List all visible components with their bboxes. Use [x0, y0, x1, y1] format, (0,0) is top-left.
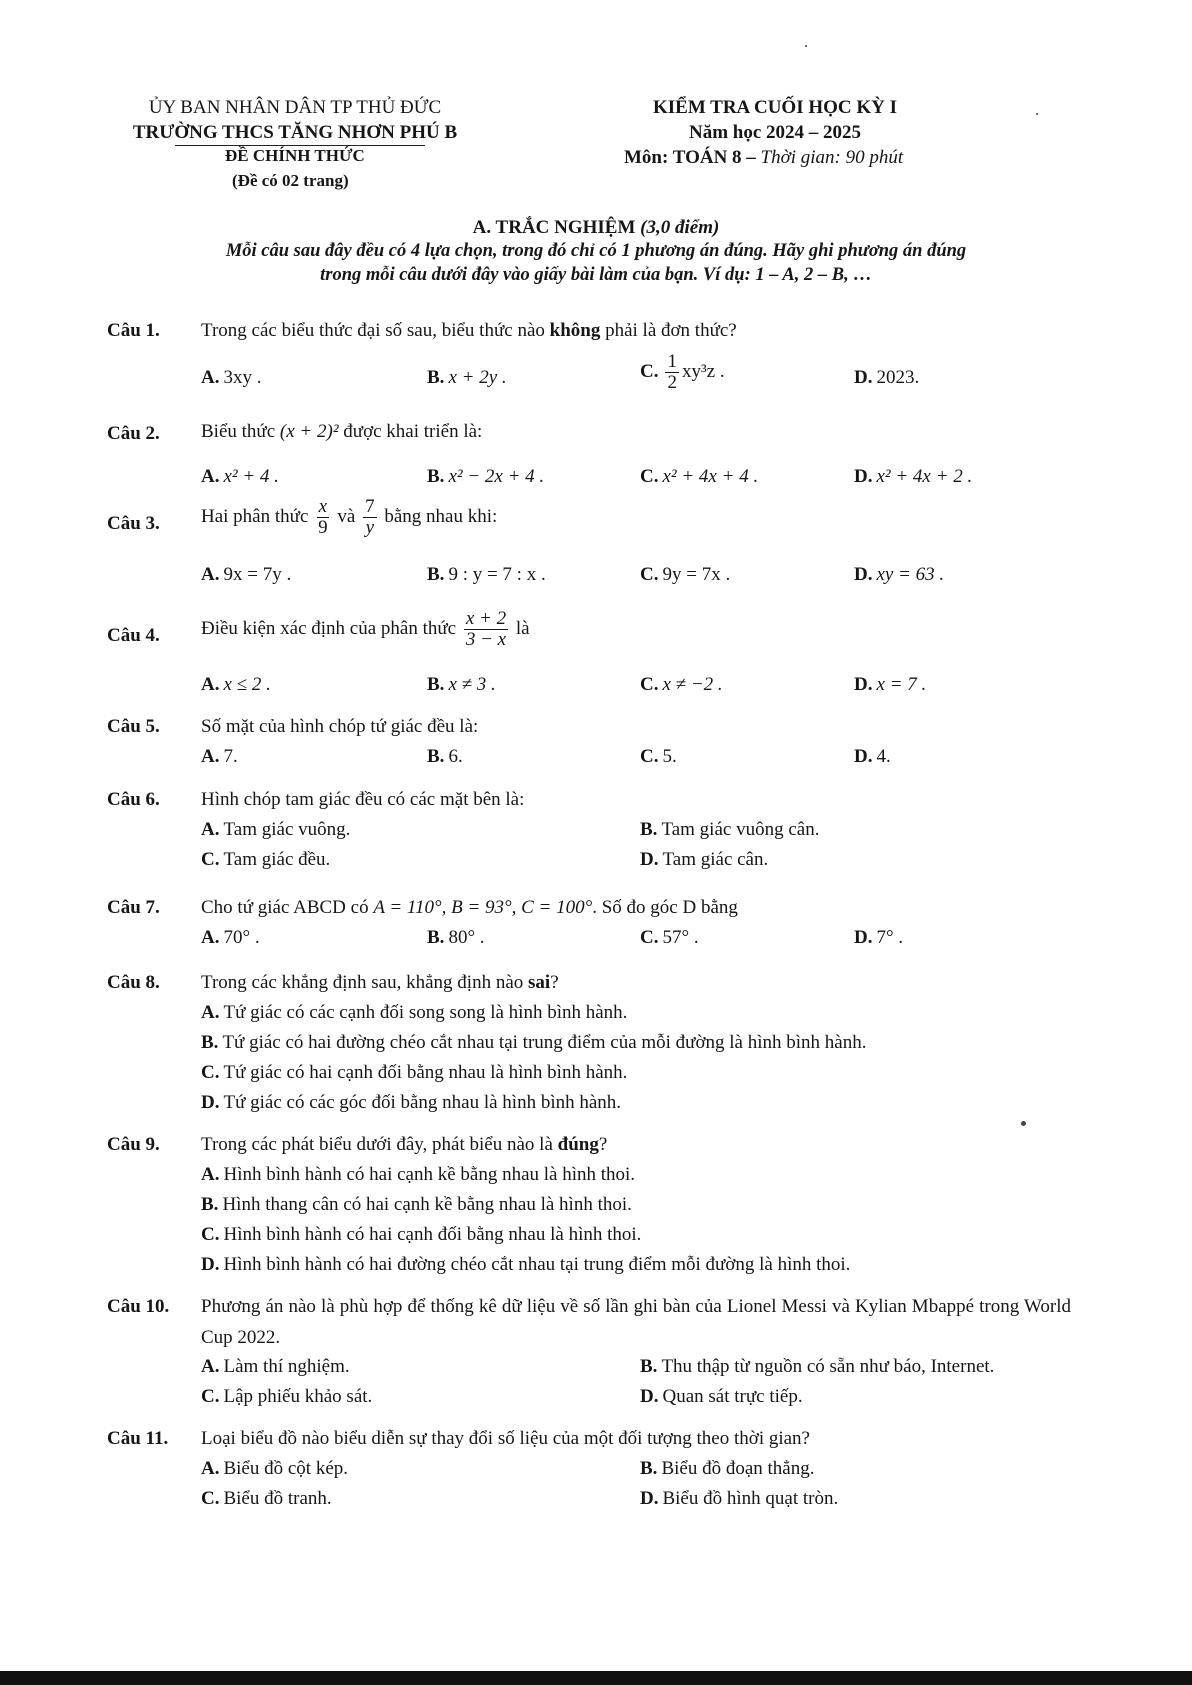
- q6-option-b: [640, 819, 819, 841]
- q3-d-text: xy = 63 .: [876, 564, 945, 585]
- q10-option-c: [201, 1386, 372, 1408]
- q8-text: [201, 972, 559, 994]
- q9-option-d: [201, 1254, 850, 1276]
- scan-speck: [805, 45, 807, 47]
- q9-b-text: Hình thang cân có hai cạnh kề bằng nhau là hình thoi.: [222, 1194, 632, 1215]
- q1-c-fraction: [665, 352, 679, 393]
- q8-option-b: [201, 1032, 866, 1054]
- q11-d-text: Biểu đồ hình quạt tròn.: [662, 1488, 839, 1509]
- q9-option-c: [201, 1224, 641, 1246]
- option-label: D.: [201, 1092, 220, 1113]
- option-label: C.: [640, 674, 659, 695]
- q9-text-bold: đúng: [557, 1134, 599, 1155]
- q3-a-text: 9x = 7y .: [223, 564, 292, 585]
- q1-text-a: Trong các biểu thức đại số sau, biểu thức nào: [201, 320, 545, 341]
- q3-b-text: 9 : y = 7 : x .: [448, 564, 546, 585]
- q5-option-c: [640, 746, 677, 768]
- q8-option-c: [201, 1062, 627, 1084]
- q9-d-text: Hình bình hành có hai đường chéo cắt nhau tại trung điểm mỗi đường là hình thoi.: [223, 1254, 851, 1275]
- option-label: D.: [201, 1254, 220, 1275]
- q6-text: Hình chóp tam giác đều có các mặt bên là:: [201, 789, 525, 810]
- q1-c-den: 2: [667, 371, 677, 393]
- time-label: Thời gian: 90 phút: [760, 147, 904, 168]
- q4-f-num: x + 2: [465, 608, 507, 629]
- q1-number: Câu 1.: [107, 320, 160, 341]
- option-label: C.: [640, 466, 659, 487]
- q1-d-text: 2023.: [876, 367, 920, 388]
- scan-bottom-edge: [0, 1671, 1192, 1685]
- q9-text-a: Trong các phát biểu dưới đây, phát biểu nào là: [201, 1134, 553, 1155]
- q8-text-b: ?: [550, 972, 559, 993]
- q1-text-b: phải là đơn thức?: [605, 320, 737, 341]
- option-label: B.: [640, 1356, 658, 1377]
- q1-option-c: [640, 352, 725, 393]
- page-count: (Đề có 02 trang): [232, 171, 349, 190]
- q4-a-text: x ≤ 2 .: [223, 674, 271, 695]
- q5-option-b: [427, 746, 463, 768]
- scan-speck: [1036, 113, 1038, 115]
- q1-b-text: x + 2y .: [448, 367, 507, 388]
- q8-number: Câu 8.: [107, 972, 160, 993]
- q9-text-b: ?: [598, 1134, 608, 1155]
- q7-a-text: 70° .: [223, 927, 260, 948]
- option-label: A.: [201, 1002, 220, 1023]
- instruction-line-2: trong mỗi câu dưới đây vào giấy bài làm của bạn. Ví dụ: 1 – A, 2 – B, …: [320, 265, 872, 285]
- q3-number: Câu 3.: [107, 513, 160, 534]
- q1-text: [201, 320, 737, 342]
- option-label: A.: [201, 1164, 220, 1185]
- option-label: A.: [201, 466, 220, 487]
- section-a-heading: [0, 217, 1192, 239]
- q5-option-d: [854, 746, 891, 768]
- q3-f2-num: 7: [365, 496, 375, 517]
- q3-text: [201, 497, 497, 538]
- q6-option-a: [201, 819, 350, 841]
- q3-text-mid: và: [337, 505, 356, 527]
- q9-option-b: [201, 1194, 632, 1216]
- q7-number: Câu 7.: [107, 897, 160, 918]
- subject-line: [624, 147, 903, 169]
- q3-f1-num: x: [318, 496, 328, 517]
- q4-fraction: [464, 609, 508, 650]
- q10-a-text: Làm thí nghiệm.: [223, 1356, 350, 1377]
- q1-option-b: [427, 367, 507, 389]
- option-label: A.: [201, 1356, 220, 1377]
- q6-d-text: Tam giác cân.: [662, 849, 769, 870]
- q11-option-b: [640, 1458, 814, 1480]
- q3-text-a: Hai phân thức: [201, 505, 309, 527]
- q7-text-a: Cho tứ giác ABCD có: [201, 897, 369, 918]
- option-label: A.: [201, 927, 220, 948]
- q10-option-b: [640, 1356, 994, 1378]
- q2-b-text: x² − 2x + 4 .: [448, 466, 545, 487]
- q3-f1-den: 9: [318, 516, 328, 538]
- q1-c-text: xy³z .: [681, 360, 725, 382]
- q7-text: [201, 897, 738, 919]
- q4-d-text: x = 7 .: [876, 674, 927, 695]
- option-label: B.: [427, 564, 445, 585]
- option-label: D.: [854, 367, 873, 388]
- q1-a-text: 3xy .: [223, 367, 262, 388]
- option-label: C.: [201, 1224, 220, 1245]
- q10-c-text: Lập phiếu khảo sát.: [223, 1386, 373, 1407]
- q6-a-text: Tam giác vuông.: [223, 819, 351, 840]
- q2-number: Câu 2.: [107, 423, 160, 444]
- q3-option-d: [854, 564, 944, 586]
- q5-d-text: 4.: [876, 746, 891, 767]
- q2-option-b: [427, 466, 544, 488]
- option-label: C.: [201, 1386, 220, 1407]
- q4-text-b: là: [515, 617, 530, 639]
- q4-number: Câu 4.: [107, 625, 160, 646]
- q11-a-text: Biểu đồ cột kép.: [223, 1458, 349, 1479]
- q11-c-text: Biểu đồ tranh.: [223, 1488, 332, 1509]
- q5-option-a: [201, 746, 238, 768]
- q7-b-text: 80° .: [448, 927, 485, 948]
- q2-option-a: [201, 466, 279, 488]
- q2-a-text: x² + 4 .: [223, 466, 279, 487]
- q10-option-a: [201, 1356, 350, 1378]
- q2-option-c: [640, 466, 758, 488]
- official-label: ĐỀ CHÍNH THỨC: [225, 146, 365, 165]
- option-label: A.: [201, 674, 220, 695]
- q4-text: [201, 609, 530, 650]
- option-label: A.: [201, 367, 220, 388]
- q4-option-d: [854, 674, 926, 696]
- q4-c-text: x ≠ −2 .: [662, 674, 723, 695]
- q10-number: Câu 10.: [107, 1296, 170, 1317]
- option-label: B.: [427, 674, 445, 695]
- q8-a-text: Tứ giác có các cạnh đối song song là hình bình hành.: [223, 1002, 628, 1023]
- option-label: B.: [640, 1458, 658, 1479]
- q4-option-c: [640, 674, 723, 696]
- q1-c-num: 1: [667, 351, 677, 372]
- q4-f-den: 3 − x: [465, 628, 507, 650]
- option-label: D.: [854, 746, 873, 767]
- q8-c-text: Tứ giác có hai cạnh đối bằng nhau là hình bình hành.: [223, 1062, 628, 1083]
- q9-text: [201, 1134, 607, 1156]
- q11-option-d: [640, 1488, 838, 1510]
- option-label: C.: [201, 1488, 220, 1509]
- authority-name: ỦY BAN NHÂN DÂN TP THỦ ĐỨC: [148, 97, 442, 118]
- q7-option-a: [201, 927, 260, 949]
- option-label: B.: [427, 367, 445, 388]
- option-label: A.: [201, 1458, 220, 1479]
- q11-number: Câu 11.: [107, 1428, 169, 1449]
- q11-text: Loại biểu đồ nào biểu diễn sự thay đổi số liệu của một đối tượng theo thời gian?: [201, 1428, 810, 1449]
- school-name: TRƯỜNG THCS TĂNG NHƠN PHÚ B: [132, 122, 458, 143]
- option-label: A.: [201, 564, 220, 585]
- q3-option-c: [640, 564, 730, 586]
- q1-option-d: [854, 367, 919, 389]
- q2-text: [201, 421, 482, 443]
- option-label: C.: [640, 746, 659, 767]
- option-label: D.: [854, 564, 873, 585]
- scan-speck: [1021, 1121, 1026, 1126]
- exam-title: KIỂM TRA CUỐI HỌC KỲ I: [652, 97, 898, 118]
- q6-c-text: Tam giác đều.: [223, 849, 331, 870]
- option-label: C.: [201, 849, 220, 870]
- q7-option-c: [640, 927, 699, 949]
- q7-option-d: [854, 927, 903, 949]
- q9-number: Câu 9.: [107, 1134, 160, 1155]
- q11-option-a: [201, 1458, 348, 1480]
- option-label: B.: [427, 466, 445, 487]
- q8-d-text: Tứ giác có các góc đối bằng nhau là hình bình hành.: [223, 1092, 622, 1113]
- option-label: A.: [201, 746, 220, 767]
- option-label: B.: [427, 927, 445, 948]
- q2-c-text: x² + 4x + 4 .: [662, 466, 759, 487]
- q2-text-a: Biểu thức: [201, 421, 276, 442]
- q9-c-text: Hình bình hành có hai cạnh đối bằng nhau là hình thoi.: [223, 1224, 642, 1245]
- q8-text-a: Trong các khẳng định sau, khẳng định nào: [201, 972, 524, 993]
- option-label: D.: [640, 1386, 659, 1407]
- option-label: B.: [201, 1194, 219, 1215]
- option-label: C.: [640, 360, 659, 382]
- q3-text-b: bằng nhau khi:: [384, 505, 498, 527]
- option-label: B.: [640, 819, 658, 840]
- q1-text-bold: không: [549, 320, 601, 341]
- q10-d-text: Quan sát trực tiếp.: [662, 1386, 803, 1407]
- option-label: B.: [427, 746, 445, 767]
- option-label: D.: [854, 674, 873, 695]
- q5-b-text: 6.: [448, 746, 463, 767]
- q3-f2-den: y: [365, 516, 375, 538]
- q4-option-a: [201, 674, 271, 696]
- q4-b-text: x ≠ 3 .: [448, 674, 496, 695]
- section-a-points: (3,0 điểm): [640, 217, 720, 238]
- q2-d-text: x² + 4x + 2 .: [876, 466, 973, 487]
- q6-b-text: Tam giác vuông cân.: [661, 819, 820, 840]
- q6-option-d: [640, 849, 768, 871]
- section-a-title: A. TRẮC NGHIỆM: [472, 217, 636, 238]
- option-label: B.: [201, 1032, 219, 1053]
- q4-option-b: [427, 674, 496, 696]
- q10-b-text: Thu thập từ nguồn có sẵn như báo, Internet.: [661, 1356, 995, 1377]
- q3-c-text: 9y = 7x .: [662, 564, 731, 585]
- q7-c-text: 57° .: [662, 927, 699, 948]
- q8-b-text: Tứ giác có hai đường chéo cắt nhau tại trung điểm của mỗi đường là hình bình hành.: [222, 1032, 867, 1053]
- q7-angles: A = 110°, B = 93°, C = 100°: [373, 897, 593, 918]
- option-label: A.: [201, 819, 220, 840]
- option-label: D.: [854, 927, 873, 948]
- q2-option-d: [854, 466, 972, 488]
- q8-option-a: [201, 1002, 627, 1024]
- instruction-line-1: Mỗi câu sau đây đều có 4 lựa chọn, trong đó chỉ có 1 phương án đúng. Hãy ghi phương án đúng: [225, 241, 967, 261]
- subject-label: Môn: TOÁN 8 –: [624, 147, 756, 168]
- q9-option-a: [201, 1164, 635, 1186]
- q7-d-text: 7° .: [876, 927, 904, 948]
- q10-text: Phương án nào là phù hợp để thống kê dữ liệu về số lần ghi bàn của Lionel Messi và Kylian Mbappé trong World Cup 2022.: [201, 1296, 1071, 1348]
- q4-text-a: Điều kiện xác định của phân thức: [201, 617, 457, 639]
- option-label: D.: [854, 466, 873, 487]
- option-label: C.: [201, 1062, 220, 1083]
- option-label: D.: [640, 849, 659, 870]
- q7-option-b: [427, 927, 485, 949]
- q2-expression: (x + 2)²: [279, 421, 339, 442]
- q6-number: Câu 6.: [107, 789, 160, 810]
- q5-c-text: 5.: [662, 746, 677, 767]
- q3-fraction-2: [363, 497, 377, 538]
- q3-fraction-1: [316, 497, 330, 538]
- q5-a-text: 7.: [223, 746, 238, 767]
- q11-b-text: Biểu đồ đoạn thẳng.: [661, 1458, 815, 1479]
- q11-option-c: [201, 1488, 332, 1510]
- q10-option-d: [640, 1386, 803, 1408]
- q8-text-bold: sai: [528, 972, 551, 993]
- option-label: C.: [640, 564, 659, 585]
- q3-option-b: [427, 564, 546, 586]
- q2-text-b: được khai triển là:: [343, 421, 483, 442]
- q9-a-text: Hình bình hành có hai cạnh kề bằng nhau là hình thoi.: [223, 1164, 636, 1185]
- q3-option-a: [201, 564, 291, 586]
- q5-text: Số mặt của hình chóp tứ giác đều là:: [201, 716, 479, 737]
- q8-option-d: [201, 1092, 621, 1114]
- school-year: Năm học 2024 – 2025: [688, 122, 862, 143]
- q5-number: Câu 5.: [107, 716, 160, 737]
- option-label: D.: [640, 1488, 659, 1509]
- q6-option-c: [201, 849, 330, 871]
- option-label: C.: [640, 927, 659, 948]
- q1-option-a: [201, 367, 261, 389]
- q7-text-b: . Số đo góc D bằng: [592, 897, 738, 918]
